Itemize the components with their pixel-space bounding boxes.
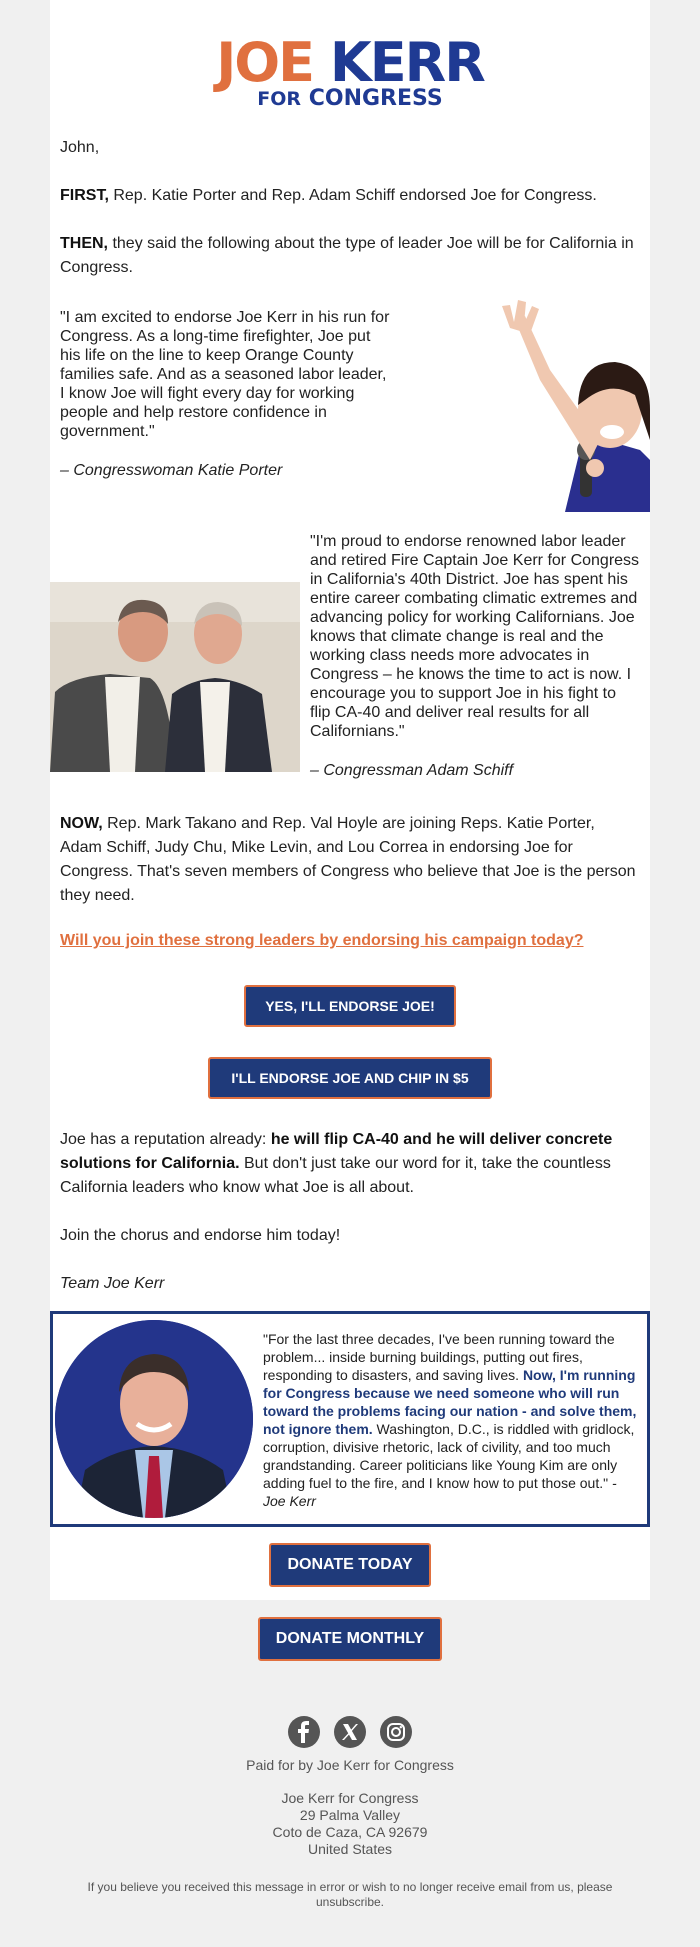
adam-schiff-photo: [50, 582, 300, 772]
donate-today-button[interactable]: DONATE TODAY: [269, 1543, 431, 1587]
endorse-and-chip-in-button[interactable]: I'LL ENDORSE JOE AND CHIP IN $5: [208, 1057, 492, 1099]
reputation-paragraph: Joe has a reputation already: he will flip CA-40 and he will deliver concrete solutions for California. But don't just take our word for it, take the countless California leaders who know what Joe is all about.: [60, 1131, 613, 1196]
greeting: John,: [60, 139, 100, 156]
porter-illustration: [440, 300, 650, 512]
then-paragraph: THEN, they said the following about the type of leader Joe will be for California in Congress.: [60, 235, 634, 276]
unsubscribe-notice[interactable]: If you believe you received this message in error or wish to no longer receive email from us, please unsubscribe.: [87, 1880, 613, 1909]
logo-last-name: KERR: [329, 31, 484, 94]
paid-for-disclaimer: Paid for by Joe Kerr for Congress: [246, 1757, 454, 1773]
email-card: [50, 0, 650, 1600]
campaign-logo: [50, 31, 650, 111]
schiff-quote: "I'm proud to endorse renowned labor leader and retired Fire Captain Joe Kerr for Congress in California's 40th District. Joe has spent his entire career combating climatic extremes and advancing policy for working Californians. Joe knows that climate change is real and the working class needs more advocates in Congress – he knows the time to act is now. I encourage you to support Joe in his fight to flip CA-40 and deliver real results for all Californians.": [310, 533, 640, 740]
bio-quote: "For the last three decades, I've been running toward the problem... inside burning buildings, putting out fires, responding to disasters, and saving lives. Now, I'm running for Congress because we need someone who will run toward the problems facing our nation - and solve them, not ignore them. Washington, D.C., is riddled with gridlock, corruption, divisive rhetoric, lack of civility, and too much grandstanding. Career politicians like Young Kim are only adding fuel to the fire, and I know how to put those out." - Joe Kerr: [263, 1331, 637, 1509]
chorus-line: Join the chorus and endorse him today!: [60, 1227, 341, 1244]
now-paragraph: NOW, Rep. Mark Takano and Rep. Val Hoyle are joining Reps. Katie Porter, Adam Schiff, Judy Chu, Mike Levin, and Lou Correa in endorsing Joe for Congress. That's seven members of Congress who believe that Joe is the person they need.: [60, 815, 636, 904]
endorse-button[interactable]: YES, I'LL ENDORSE JOE!: [244, 985, 456, 1027]
porter-quote: "I am excited to endorse Joe Kerr in his run for Congress. As a long-time firefighter, Joe put his life on the line to keep Orange County families safe. And as a seasoned labor leader, I know Joe will fight every day for working people and help restore confidence in government.": [60, 309, 390, 440]
joe-kerr-photo: [55, 1320, 253, 1518]
logo-congress: CONGRESS: [308, 86, 443, 111]
logo-first-name: JOE: [216, 31, 314, 94]
facebook-icon[interactable]: [288, 1716, 320, 1748]
schiff-attribution: – Congressman Adam Schiff: [310, 762, 514, 779]
signoff: Team Joe Kerr: [60, 1275, 165, 1292]
logo-for: FOR: [257, 88, 302, 110]
first-paragraph: FIRST, Rep. Katie Porter and Rep. Adam Schiff endorsed Joe for Congress.: [60, 187, 597, 204]
endorse-cta-link[interactable]: Will you join these strong leaders by endorsing his campaign today?: [60, 932, 584, 949]
kerr-illustration: [55, 1320, 253, 1518]
mailing-address: Joe Kerr for Congress 29 Palma Valley Coto de Caza, CA 92679 United States: [272, 1790, 428, 1857]
katie-porter-photo: [440, 300, 650, 512]
schiff-illustration: [50, 582, 300, 772]
x-twitter-icon[interactable]: [334, 1716, 366, 1748]
porter-attribution: – Congresswoman Katie Porter: [60, 462, 283, 479]
instagram-icon[interactable]: [380, 1716, 412, 1748]
joe-kerr-bio-box: [50, 1311, 650, 1527]
donate-monthly-button[interactable]: DONATE MONTHLY: [258, 1617, 442, 1661]
